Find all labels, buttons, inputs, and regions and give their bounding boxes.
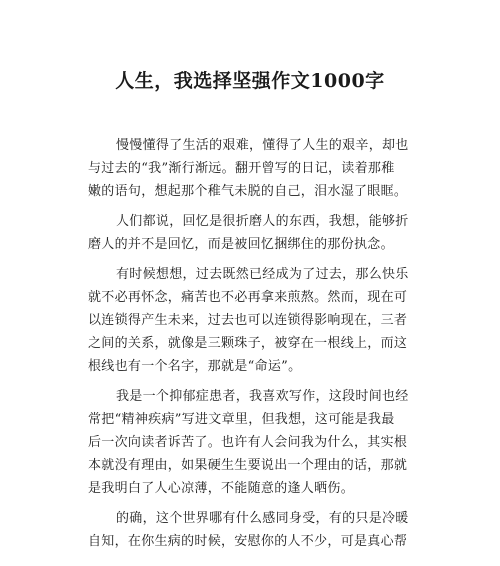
paragraph-line: 是我明白了人心凉薄，不能随意的逢人晒伤。 [88, 481, 355, 496]
paragraph [88, 263, 418, 378]
document-title: 人生，我选择坚强作文1000字 [115, 70, 385, 92]
paragraph-line: 与过去的“我”渐行渐远。翻开曾写的日记，读着那稚 [88, 161, 395, 176]
paragraph-line: 就不必再怀念，痛苦也不必再拿来煎熬。然而，现在可 [88, 290, 408, 305]
paragraph-line: 常把“精神疾病”写进文章里，但我想，这可能是我最 [88, 412, 395, 427]
paragraph-line: 之间的关系，就像是三颗珠子，被穿在一根线上，而这 [88, 336, 408, 351]
paragraph-line: 后一次向读者诉苦了。也许有人会问我为什么，其实根 [88, 435, 408, 450]
paragraph [88, 507, 418, 553]
paragraph-line: 有时候想想，过去既然已经成为了过去，那么快乐 [116, 267, 409, 282]
document-body [88, 134, 418, 560]
paragraph-line: 的确，这个世界哪有什么感同身受，有的只是冷暖 [116, 511, 409, 526]
paragraph-line: 自知，在你生病的时候，安慰你的人不少，可是真心帮 [88, 534, 408, 549]
paragraph-line: 磨人的并不是回忆，而是被回忆捆绑住的那份执念。 [88, 237, 394, 252]
paragraph-line: 以连锁得产生未来，过去也可以连锁得影响现在，三者 [88, 313, 408, 328]
paragraph-line: 慢慢懂得了生活的艰难，懂得了人生的艰辛，却也 [116, 138, 409, 153]
paragraph-line: 我是一个抑郁症患者，我喜欢写作，这段时间也经 [116, 389, 409, 404]
paragraph-line: 本就没有理由，如果硬生生要说出一个理由的话，那就 [88, 458, 408, 473]
paragraph [88, 134, 418, 203]
paragraph-line: 嫩的语句，想起那个稚气未脱的自己，泪水湿了眼眶。 [88, 184, 408, 199]
paragraph-line: 人们都说，回忆是很折磨人的东西，我想，能够折 [116, 214, 409, 229]
paragraph-line: 根线也有一个名字，那就是“命运”。 [88, 359, 302, 374]
paragraph [88, 385, 418, 500]
paragraph [88, 210, 418, 256]
